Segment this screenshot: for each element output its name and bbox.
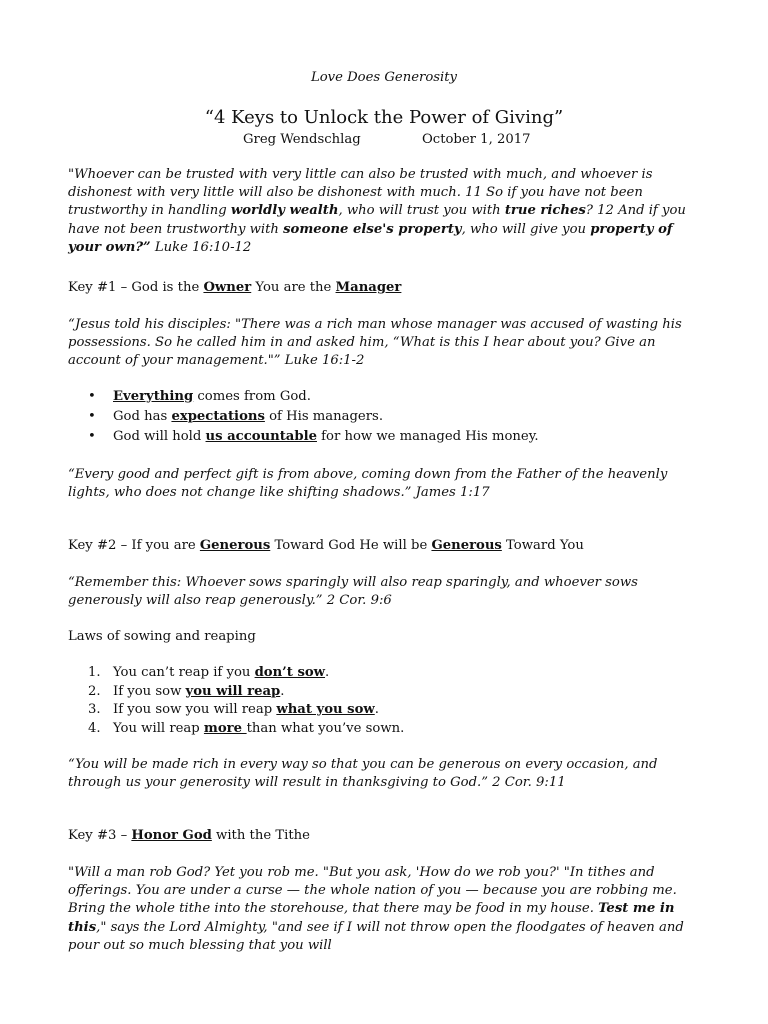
bullet-icon: • bbox=[88, 389, 96, 404]
laws-heading: Laws of sowing and reaping bbox=[68, 629, 256, 644]
list-item: 4. You will reap more than what you’ve sown. bbox=[88, 720, 405, 736]
key1-bullet-list bbox=[68, 387, 539, 447]
intro-scripture-quote: "Whoever can be trusted with very little can also be trusted with much, and whoever is dishonest with very little will also be dishonest with much. 11 So if you have not been trustworthy in handling worldly wealth, who will trust you with true riches? 12 And if you have not been trustworthy with someone else's property, who will give you property of your own?” Luke 16:10-12 bbox=[68, 167, 686, 255]
series-title: Love Does Generosity bbox=[310, 70, 458, 85]
bullet-icon: • bbox=[88, 429, 96, 444]
list-item: 1. You can’t reap if you don’t sow. bbox=[88, 665, 330, 680]
key1-scripture-quote-2: “Every good and perfect gift is from above, coming down from the Father of the heavenly lights, who does not change like shifting shadows.” James 1:17 bbox=[68, 467, 668, 501]
list-item: • God will hold us accountable for how we managed His money. bbox=[68, 427, 539, 447]
key3-heading: Key #3 – Honor God with the Tithe bbox=[68, 828, 310, 843]
list-item: • God has expectations of His managers. bbox=[68, 407, 539, 427]
laws-numbered-list bbox=[68, 664, 404, 738]
key3-scripture-quote: "Will a man rob God? Yet you rob me. "But you ask, 'How do we rob you?' "In tithes and offerings. You are under a curse — the whole nation of you — because you are robbing me. Bring the whole tithe into the storehouse, that there may be food in my house. Test me in this," says the Lord Almighty, "and see if I will not throw open the floodgates of heaven and pour out so much blessing that you will bbox=[68, 865, 684, 953]
sermon-title: “4 Keys to Unlock the Power of Giving” bbox=[204, 107, 564, 128]
list-item: 3. If you sow you will reap what you sow. bbox=[88, 702, 379, 717]
key1-heading: Key #1 – God is the Owner You are the Manager bbox=[68, 280, 402, 295]
key2-scripture-quote: “Remember this: Whoever sows sparingly will also reap sparingly, and whoever sows generously will also reap generously.” 2 Cor. 9:6 bbox=[68, 575, 638, 609]
bullet-icon: • bbox=[88, 409, 96, 424]
key1-scripture-quote: “Jesus told his disciples: "There was a rich man whose manager was accused of wasting his possessions. So he called him in and asked him, “What is this I hear about you? Give an account of your management."” Luke 16:1-2 bbox=[68, 317, 682, 369]
sermon-date: October 1, 2017 bbox=[422, 132, 531, 147]
author-name: Greg Wendschlag bbox=[243, 132, 361, 147]
key2-heading: Key #2 – If you are Generous Toward God He will be Generous Toward You bbox=[68, 538, 584, 553]
list-item: 2. If you sow you will reap. bbox=[88, 683, 285, 699]
key2-scripture-quote-2: “You will be made rich in every way so that you can be generous on every occasion, and through us your generosity will result in thanksgiving to God.” 2 Cor. 9:11 bbox=[68, 757, 658, 791]
list-item: • Everything comes from God. bbox=[68, 387, 539, 407]
